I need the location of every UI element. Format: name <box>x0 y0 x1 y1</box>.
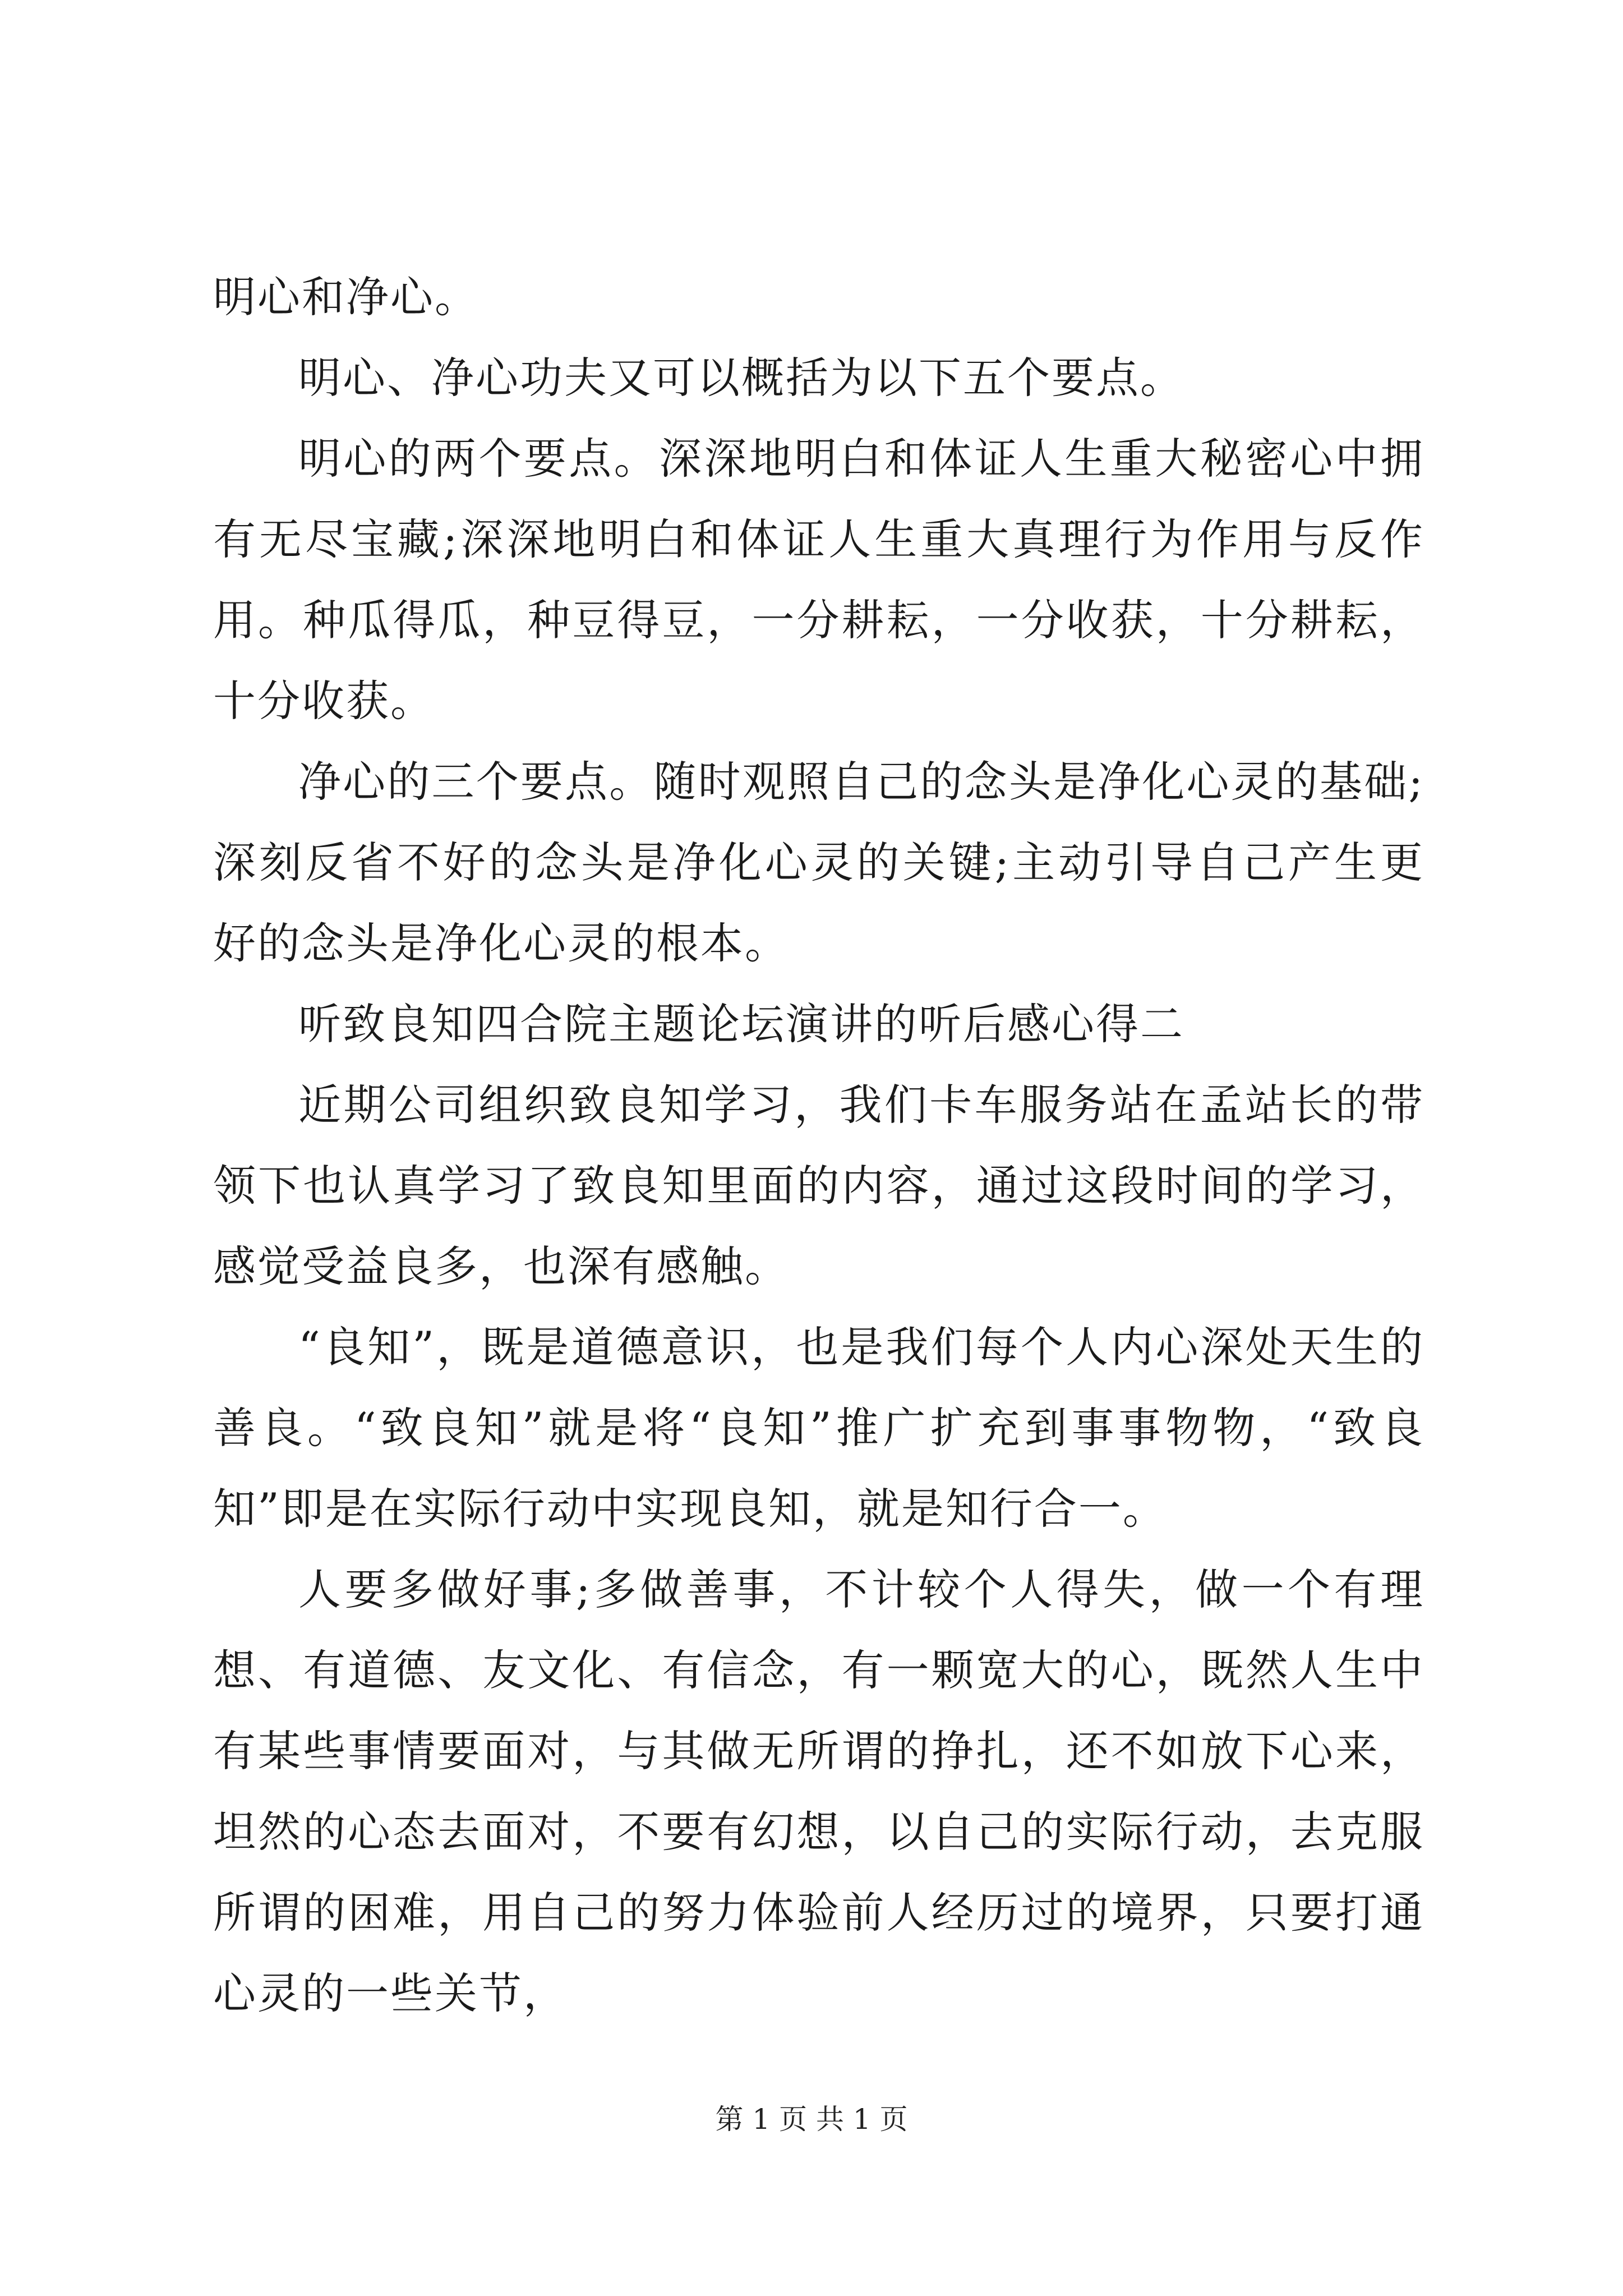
page-footer: 第 1 页 共 1 页 <box>715 2103 908 2136</box>
paragraph-4: 净心的三个要点。随时观照自己的念头是净化心灵的基础;深刻反省不好的念头是净化心灵的关键;主动引导自己产生更好的念头是净化心灵的根本。 <box>213 757 1424 968</box>
paragraph-2: 明心、净心功夫又可以概括为以下五个要点。 <box>298 353 1184 403</box>
paragraph-7: “良知”，既是道德意识，也是我们每个人内心深处天生的善良。“致良知”就是将“良知”推广扩充到事事物物，“致良知”即是在实际行动中实现良知，就是知行合一。 <box>213 1322 1424 1534</box>
paragraph-3: 明心的两个要点。深深地明白和体证人生重大秘密心中拥有无尽宝藏;深深地明白和体证人生重大真理行为作用与反作用。种瓜得瓜，种豆得豆，一分耕耘，一分收获，十分耕耘，十分收获。 <box>213 434 1424 726</box>
document-body <box>213 257 1424 2034</box>
section-heading: 听致良知四合院主题论坛演讲的听后感心得二 <box>298 999 1184 1049</box>
paragraph-1: 明心和净心。 <box>213 272 479 322</box>
paragraph-6: 近期公司组织致良知学习，我们卡车服务站在孟站长的带领下也认真学习了致良知里面的内容，通过这段时间的学习，感觉受益良多，也深有感触。 <box>213 1080 1424 1291</box>
paragraph-8: 人要多做好事;多做善事，不计较个人得失，做一个有理想、有道德、友文化、有信念，有一颗宽大的心，既然人生中有某些事情要面对，与其做无所谓的挣扎，还不如放下心来，坦然的心态去面对，不要有幻想，以自己的实际行动，去克服所谓的困难，用自己的努力体验前人经历过的境界，只要打通心灵的一些关节， <box>213 1565 1424 2018</box>
